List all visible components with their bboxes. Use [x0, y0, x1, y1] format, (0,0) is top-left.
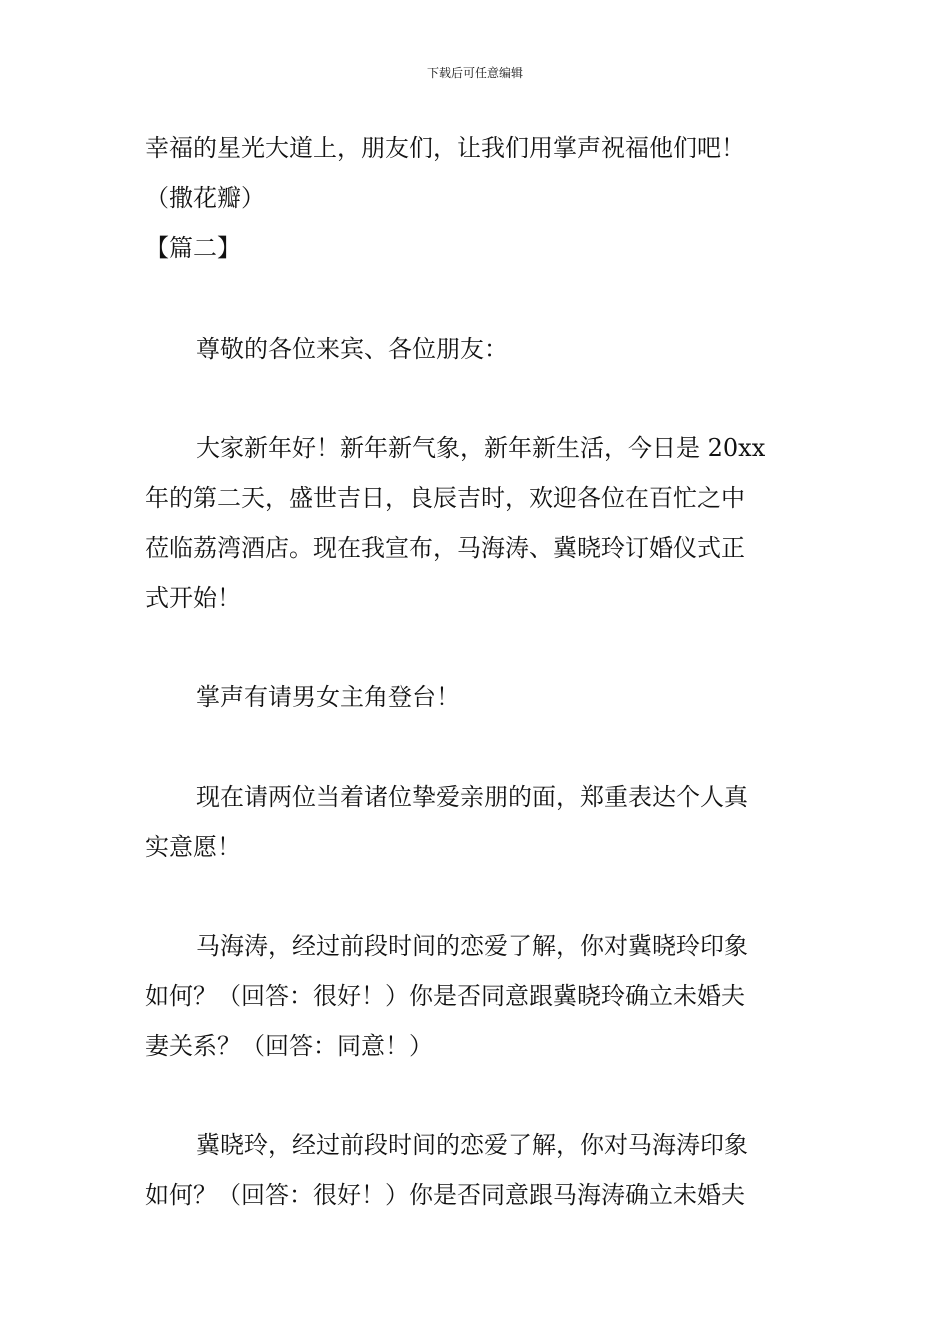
paragraph-line: 式开始！ — [145, 584, 241, 612]
body-line: （撒花瓣） — [145, 184, 265, 212]
paragraph-line: 妻关系？（回答：同意！） — [145, 1032, 433, 1060]
page-header: 下载后可任意编辑 — [426, 66, 523, 80]
paragraph-line: 尊敬的各位来宾、各位朋友： — [196, 335, 508, 363]
paragraph-line: 如何？（回答：很好！）你是否同意跟冀晓玲确立未婚夫 — [145, 982, 745, 1010]
body-line: 幸福的星光大道上，朋友们，让我们用掌声祝福他们吧！ — [145, 134, 745, 162]
paragraph-line: 冀晓玲，经过前段时间的恋爱了解，你对马海涛印象 — [196, 1131, 748, 1159]
paragraph-line: 如何？（回答：很好！）你是否同意跟马海涛确立未婚夫 — [145, 1181, 745, 1209]
section-heading: 【篇二】 — [145, 234, 241, 262]
paragraph-line: 实意愿！ — [145, 833, 241, 861]
paragraph-line: 年的第二天，盛世吉日，良辰吉时，欢迎各位在百忙之中 — [145, 484, 745, 512]
paragraph-line: 现在请两位当着诸位挚爱亲朋的面，郑重表达个人真 — [196, 783, 748, 811]
paragraph-line: 莅临荔湾酒店。现在我宣布，马海涛、冀晓玲订婚仪式正 — [145, 534, 745, 562]
paragraph-line: 马海涛，经过前段时间的恋爱了解，你对冀晓玲印象 — [196, 932, 748, 960]
paragraph-line: 掌声有请男女主角登台！ — [196, 683, 460, 711]
paragraph-line: 大家新年好！新年新气象，新年新生活，今日是 20xx — [196, 434, 766, 462]
